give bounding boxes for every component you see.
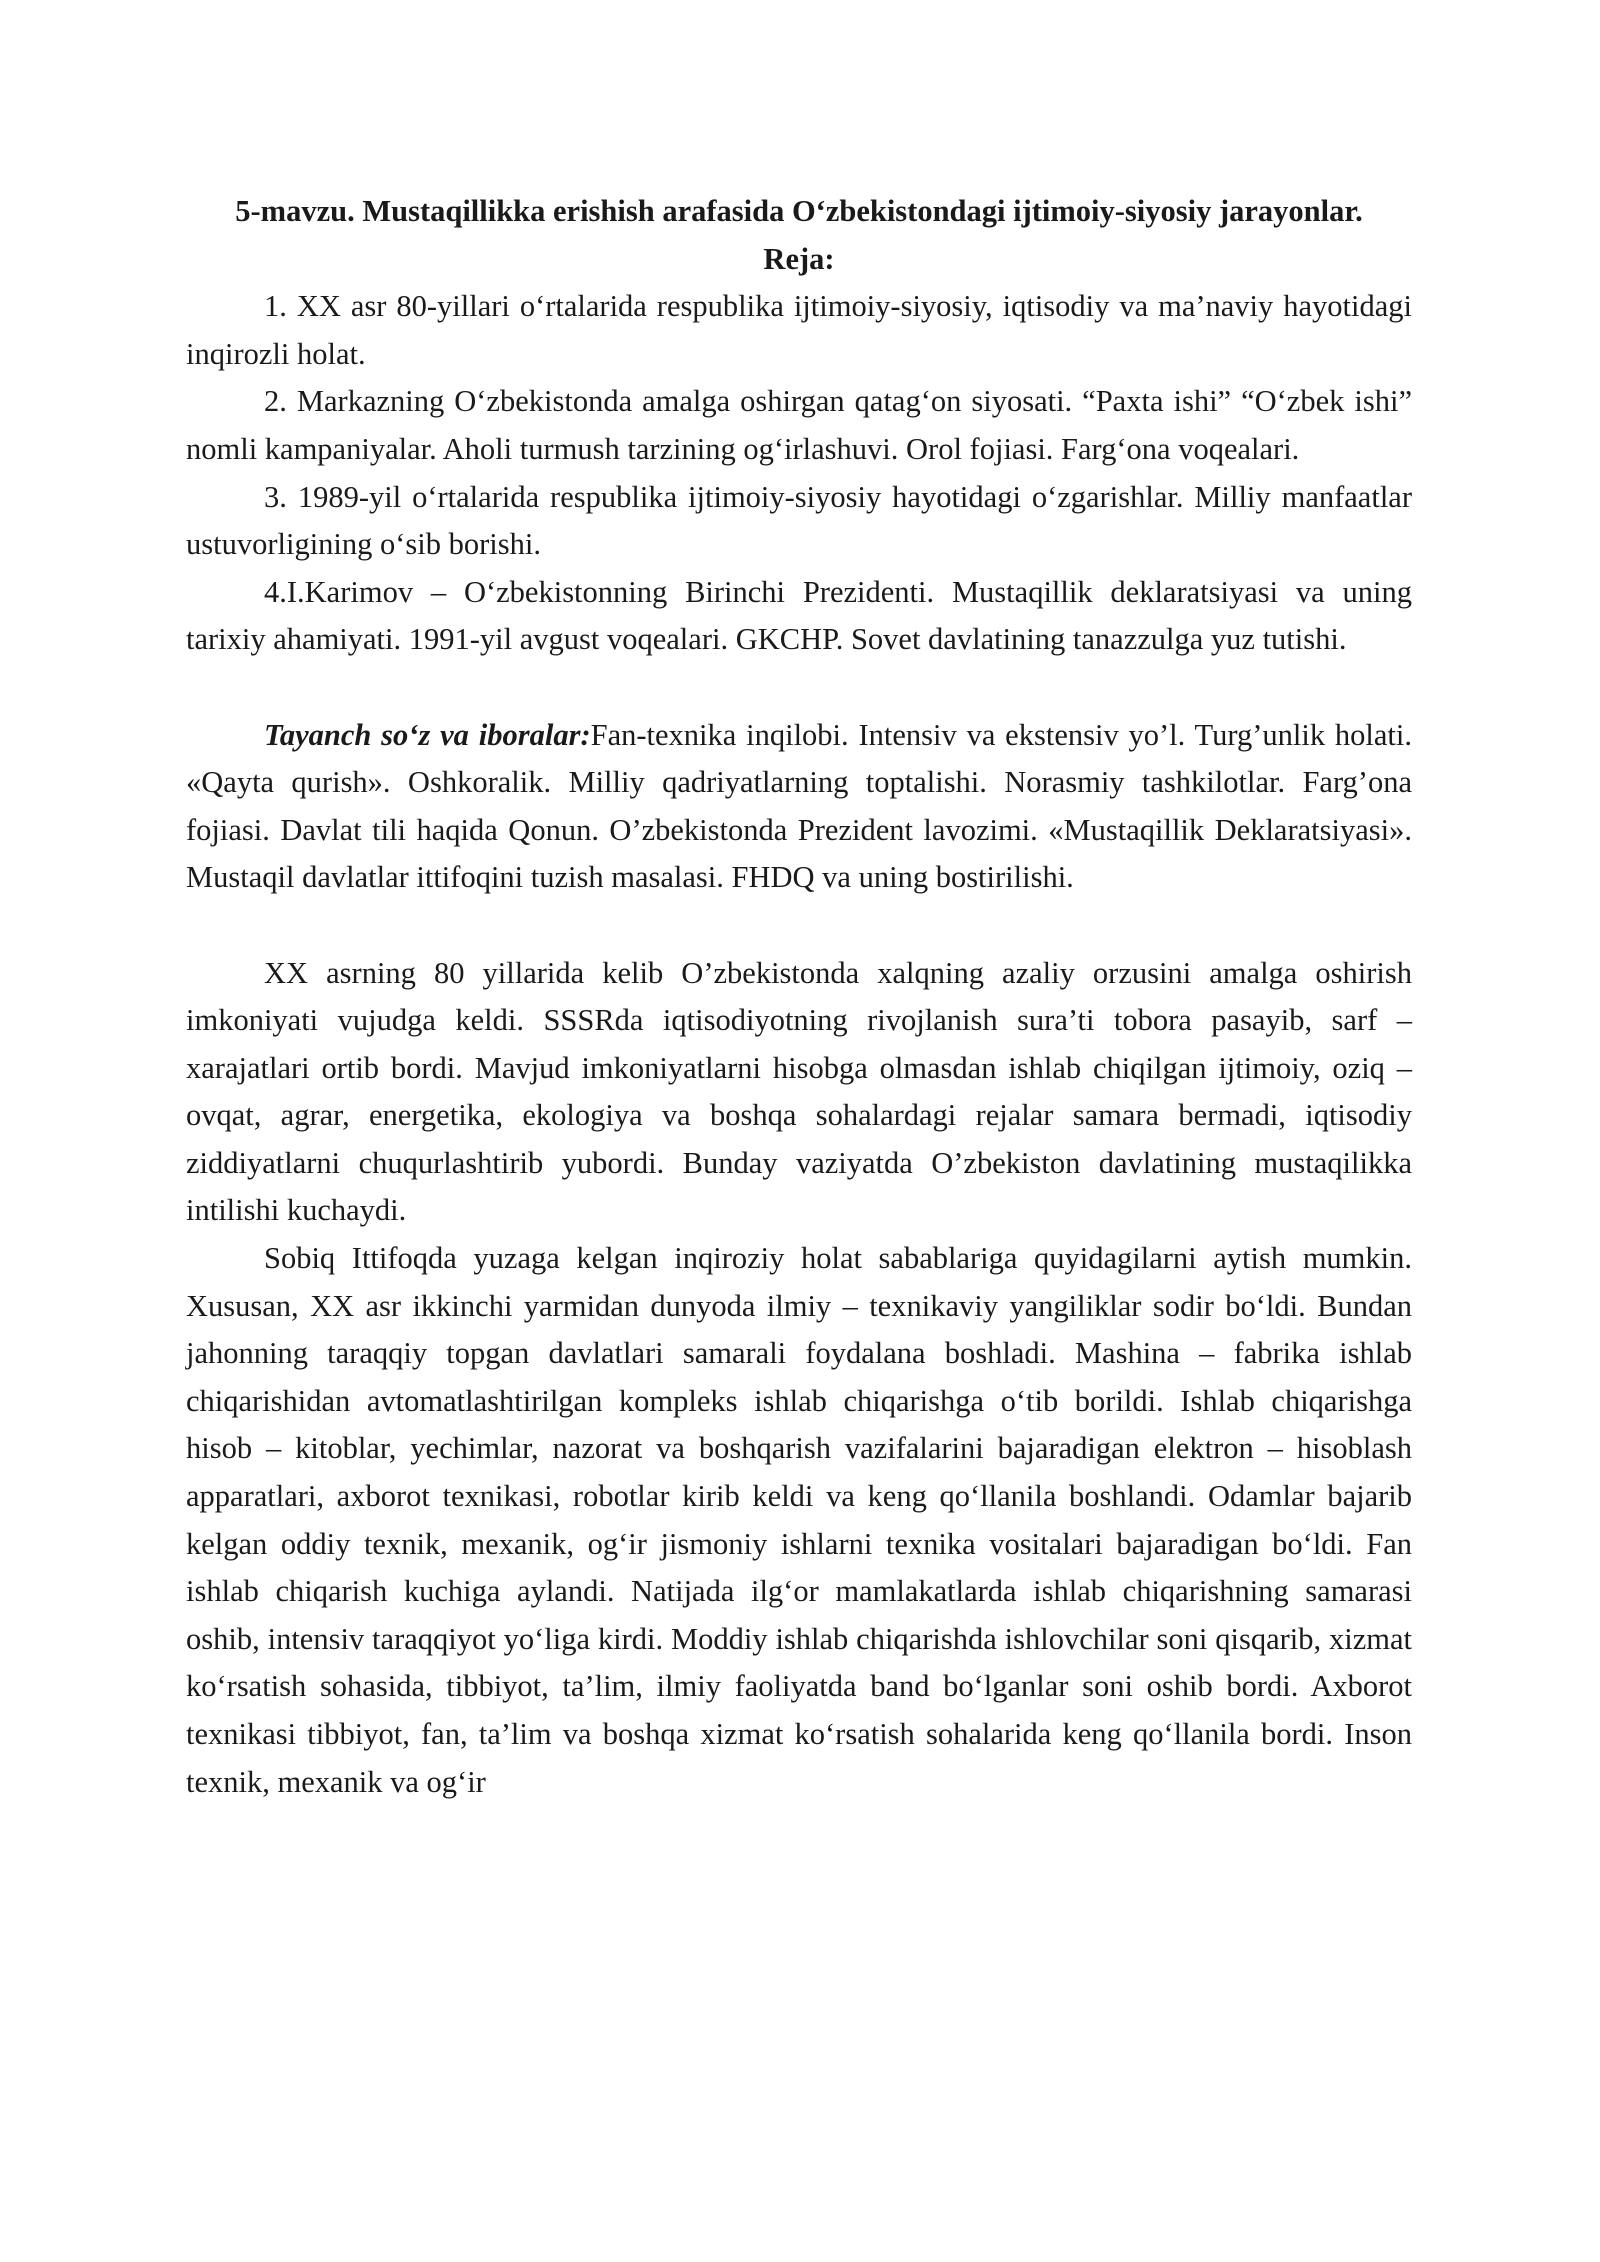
spacer xyxy=(186,664,1412,712)
plan-heading: Reja: xyxy=(763,241,835,276)
document-content xyxy=(186,188,1412,1806)
keywords-text: Fan-texnika inqilobi. Intensiv va ekstensiv yo’l. Turg’unlik holati. «Qayta qurish». Oshkoralik. Milliy qadriyatlarning toptalishi. Norasmiy tashkilotlar. Farg’ona fojiasi. Davlat tili haqida Qonun. O’zbekistonda Prezident lavozimi. «Mustaqillik Deklaratsiyasi». Mustaqil davlatlar ittifoqini tuzish masalasi. FHDQ va uning bostirilishi. xyxy=(186,717,1412,895)
spacer xyxy=(186,902,1412,950)
keywords-label: Tayanch so‘z va iboralar: xyxy=(264,717,591,752)
document-title: 5-mavzu. Mustaqillikka erishish arafasida O‘zbekistondagi ijtimoiy-siyosiy jarayonlar. xyxy=(235,194,1363,228)
plan-item: 2. Markazning O‘zbekistonda amalga oshirgan qatag‘on siyosati. “Paxta ishi” “O‘zbek ishi” nomli kampaniyalar. Aholi turmush tarzining og‘irlashuvi. Orol fojiasi. Farg‘ona voqealari. xyxy=(186,384,1412,466)
body-paragraph: XX asrning 80 yillarida kelib O’zbekistonda xalqning azaliy orzusini amalga oshirish imkoniyati vujudga keldi. SSSRda iqtisodiyotning rivojlanish sura’ti tobora pasayib, sarf – xarajatlari ortib bordi. Mavjud imkoniyatlarni hisobga olmasdan ishlab chiqilgan ijtimoiy, oziq – ovqat, agrar, energetika, ekologiya va boshqa sohalardagi rejalar samara bermadi, iqtisodiy ziddiyatlarni chuqurlashtirib yubordi. Bunday vaziyatda O’zbekiston davlatining mustaqilikka intilishi kuchaydi. xyxy=(186,955,1412,1228)
keywords-paragraph xyxy=(186,712,1412,902)
plan-item: 3. 1989-yil o‘rtalarida respublika ijtimoiy-siyosiy hayotidagi o‘zgarishlar. Milliy manfaatlar ustuvorligining o‘sib borishi. xyxy=(186,479,1412,562)
body-paragraph: Sobiq Ittifoqda yuzaga kelgan inqiroziy holat sabablariga quyidagilarni aytish mumkin. Xususan, XX asr ikkinchi yarmidan dunyoda ilmiy – texnikaviy yangiliklar sodir bo‘ldi. Bundan jahonning taraqqiy topgan davlatlari samarali foydalana boshladi. Mashina – fabrika ishlab chiqarishidan avtomatlashtirilgan kompleks ishlab chiqarishga o‘tib borildi. Ishlab chiqarishga hisob – kitoblar, yechimlar, nazorat va boshqarish vazifalarini bajaradigan elektron – hisoblash apparatlari, axborot texnikasi, robotlar kirib keldi va keng qo‘llanila boshlandi. Odamlar bajarib kelgan oddiy texnik, mexanik, og‘ir jismoniy ishlarni texnika vositalari bajaradigan bo‘ldi. Fan ishlab chiqarish kuchiga aylandi. Natijada ilg‘or mamlakatlarda ishlab chiqarishning samarasi oshib, intensiv taraqqiyot yo‘liga kirdi. Moddiy ishlab chiqarishda ishlovchilar soni qisqarib, xizmat ko‘rsatish sohasida, tibbiyot, ta’lim, ilmiy faoliyatda band bo‘lganlar soni oshib bordi. Axborot texnikasi tibbiyot, fan, ta’lim va boshqa xizmat ko‘rsatish sohalarida keng qo‘llanila bordi. Inson texnik, mexanik va og‘ir xyxy=(186,1241,1412,1799)
plan-item: 4.I.Karimov – O‘zbekistonning Birinchi Prezidenti. Mustaqillik deklaratsiyasi va uning tarixiy ahamiyati. 1991-yil avgust voqealari. GKCHP. Sovet davlatining tanazzulga yuz tutishi. xyxy=(186,574,1412,657)
plan-item: 1. XX asr 80-yillari o‘rtalarida respublika ijtimoiy-siyosiy, iqtisodiy va ma’naviy hayotidagi inqirozli holat. xyxy=(186,289,1412,371)
